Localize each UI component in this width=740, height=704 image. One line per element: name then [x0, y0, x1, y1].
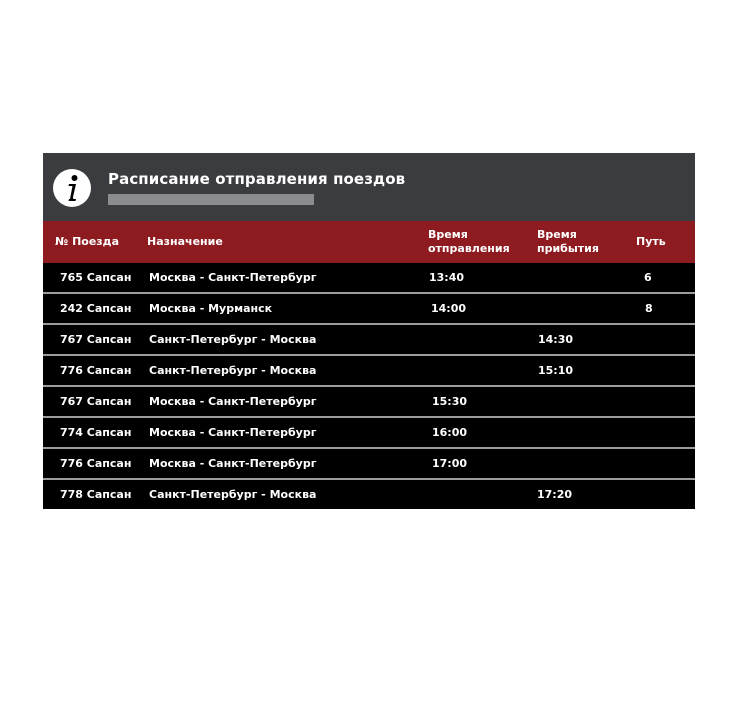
train-cell: 767 Сапсан: [60, 395, 132, 408]
schedule-rows: [43, 263, 695, 509]
column-header-bar: [43, 221, 695, 263]
train-cell: 776 Сапсан: [60, 364, 132, 377]
title-placeholder-bar: [108, 194, 314, 205]
departure-cell: 17:00: [432, 457, 468, 470]
destination-cell: Санкт-Петербург - Москва: [149, 364, 317, 377]
table-row: [43, 356, 695, 387]
arrival-cell: 17:20: [537, 488, 573, 501]
destination-cell: Санкт-Петербург - Москва: [149, 333, 317, 346]
train-cell: 778 Сапсан: [60, 488, 132, 501]
column-header-departure: Время отправления: [428, 228, 510, 255]
arrival-cell: 14:30: [538, 333, 574, 346]
table-row: [43, 418, 695, 449]
page-title: Расписание отправления поездов: [108, 170, 406, 188]
departure-cell: 15:30: [432, 395, 468, 408]
train-cell: 774 Сапсан: [60, 426, 132, 439]
column-header-destination: Назначение: [147, 235, 223, 248]
train-cell: 765 Сапсан: [60, 271, 132, 284]
departure-cell: 13:40: [429, 271, 465, 284]
column-header-track: Путь: [636, 235, 666, 248]
train-cell: 242 Сапсан: [60, 302, 132, 315]
table-row: [43, 449, 695, 480]
arrival-cell: 15:10: [538, 364, 574, 377]
column-header-train: № Поезда: [55, 235, 119, 248]
destination-cell: Москва - Мурманск: [149, 302, 273, 315]
train-cell: 776 Сапсан: [60, 457, 132, 470]
board-header: [43, 153, 695, 221]
destination-cell: Санкт-Петербург - Москва: [149, 488, 317, 501]
departure-cell: 16:00: [432, 426, 468, 439]
track-cell: 6: [644, 271, 652, 284]
departure-cell: 14:00: [431, 302, 467, 315]
destination-cell: Москва - Санкт-Петербург: [149, 457, 317, 470]
table-row: [43, 387, 695, 418]
destination-cell: Москва - Санкт-Петербург: [149, 395, 317, 408]
departure-board: [43, 153, 695, 509]
track-cell: 8: [645, 302, 653, 315]
destination-cell: Москва - Санкт-Петербург: [149, 271, 317, 284]
table-row: [43, 263, 695, 294]
train-cell: 767 Сапсан: [60, 333, 132, 346]
info-icon: [52, 168, 92, 208]
table-row: [43, 480, 695, 509]
table-row: [43, 325, 695, 356]
table-row: [43, 294, 695, 325]
column-header-arrival: Время прибытия: [537, 228, 599, 255]
destination-cell: Москва - Санкт-Петербург: [149, 426, 317, 439]
